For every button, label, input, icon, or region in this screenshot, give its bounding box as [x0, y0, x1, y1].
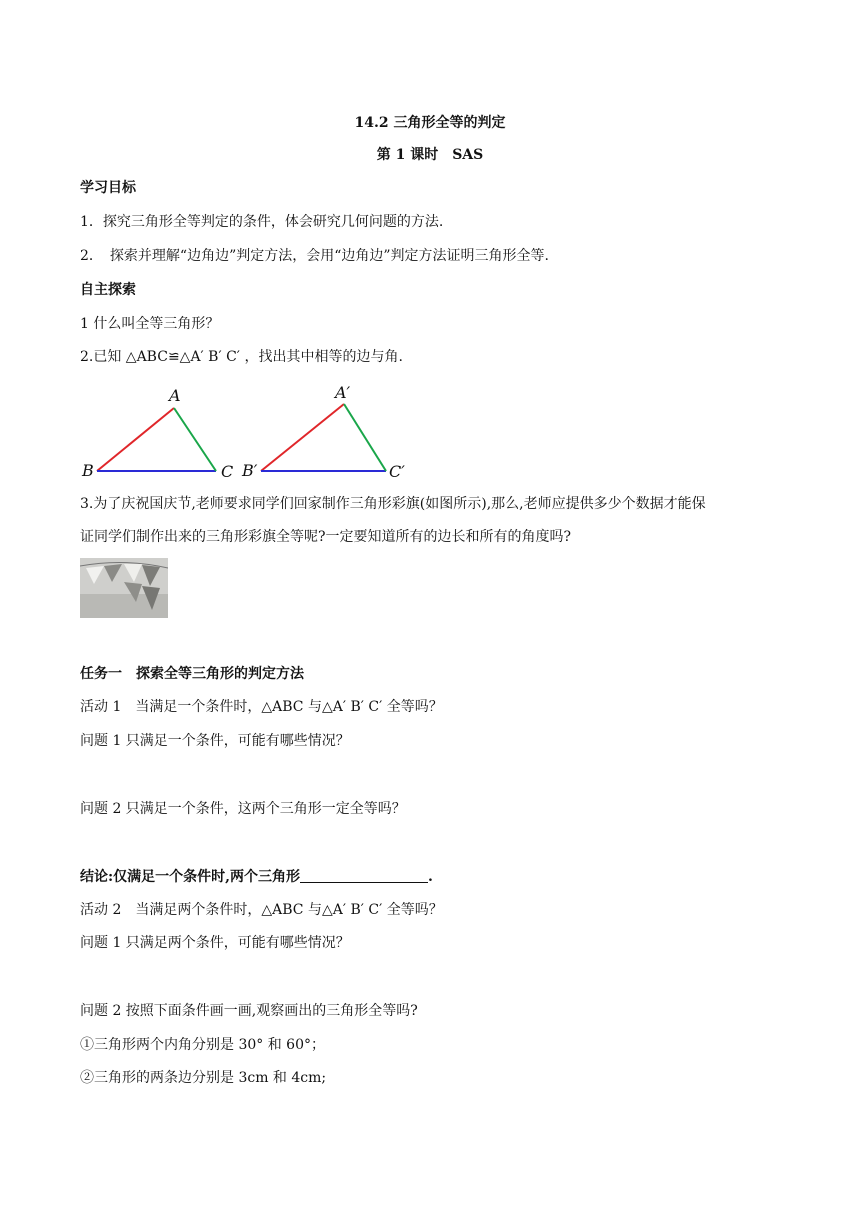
conclusion-blank[interactable] [300, 868, 428, 883]
explore-heading: 自主探索 [80, 282, 136, 298]
triangles-figure [76, 378, 436, 486]
activity-2-condition-1: ①三角形两个内角分别是 30° 和 60°； [80, 1037, 325, 1053]
vertex-c-prime-label: C′ [389, 462, 405, 481]
flags-photo [80, 558, 168, 618]
activity-2-question-2: 问题 2 按照下面条件画一画,观察画出的三角形全等吗? [80, 1003, 418, 1019]
goal-item-2: 2． 探索并理解“边角边”判定方法，会用“边角边”判定方法证明三角形全等. [80, 248, 549, 264]
vertex-b-label: B [82, 461, 94, 480]
task1-heading: 任务一 探索全等三角形的判定方法 [80, 666, 304, 682]
page-subtitle: 第 1 课时 SAS [376, 147, 484, 163]
vertex-a-label: A [169, 386, 181, 405]
explore-question-1: 1 什么叫全等三角形？ [80, 316, 220, 332]
activity-2-condition-2: ②三角形的两条边分别是 3cm 和 4cm; [80, 1070, 327, 1086]
vertex-b-prime-label: B′ [242, 461, 258, 480]
side-a-b-prime [261, 404, 344, 471]
goals-heading: 学习目标 [80, 180, 136, 196]
triangle-abc [81, 386, 233, 481]
goal-item-1: 1．探究三角形全等判定的条件，体会研究几何问题的方法. [80, 214, 444, 230]
side-ab [97, 408, 174, 471]
activity-1-question-2: 问题 2 只满足一个条件，这两个三角形一定全等吗？ [80, 801, 406, 817]
page-title: 14.2 三角形全等的判定 [354, 115, 506, 131]
triangle-a-prime [241, 383, 405, 481]
vertex-c-label: C [221, 462, 234, 481]
explore-question-2: 2.已知 △ABC≌△A′ B′ C′ ，找出其中相等的边与角. [80, 349, 403, 365]
vertex-a-prime-label: A′ [335, 383, 351, 402]
conclusion-period: . [428, 869, 433, 885]
activity-1: 活动 1 当满足一个条件时，△ABC 与△A′ B′ C′ 全等吗？ [80, 699, 443, 715]
activity-2-question-1: 问题 1 只满足两个条件，可能有哪些情况？ [80, 935, 350, 951]
side-a-c-prime [344, 404, 386, 471]
explore-question-3-line-1: 3.为了庆祝国庆节,老师要求同学们回家制作三角形彩旗(如图所示),那么,老师应提供多少个数据才能保 [80, 496, 706, 512]
conclusion [80, 867, 433, 887]
activity-1-question-1: 问题 1 只满足一个条件，可能有哪些情况？ [80, 733, 350, 749]
activity-2: 活动 2 当满足两个条件时，△ABC 与△A′ B′ C′ 全等吗？ [80, 902, 443, 918]
side-ac [174, 408, 216, 471]
conclusion-text: 结论:仅满足一个条件时,两个三角形 [80, 869, 301, 885]
explore-question-3-line-2: 证同学们制作出来的三角形彩旗全等呢?一定要知道所有的边长和所有的角度吗? [80, 529, 572, 545]
